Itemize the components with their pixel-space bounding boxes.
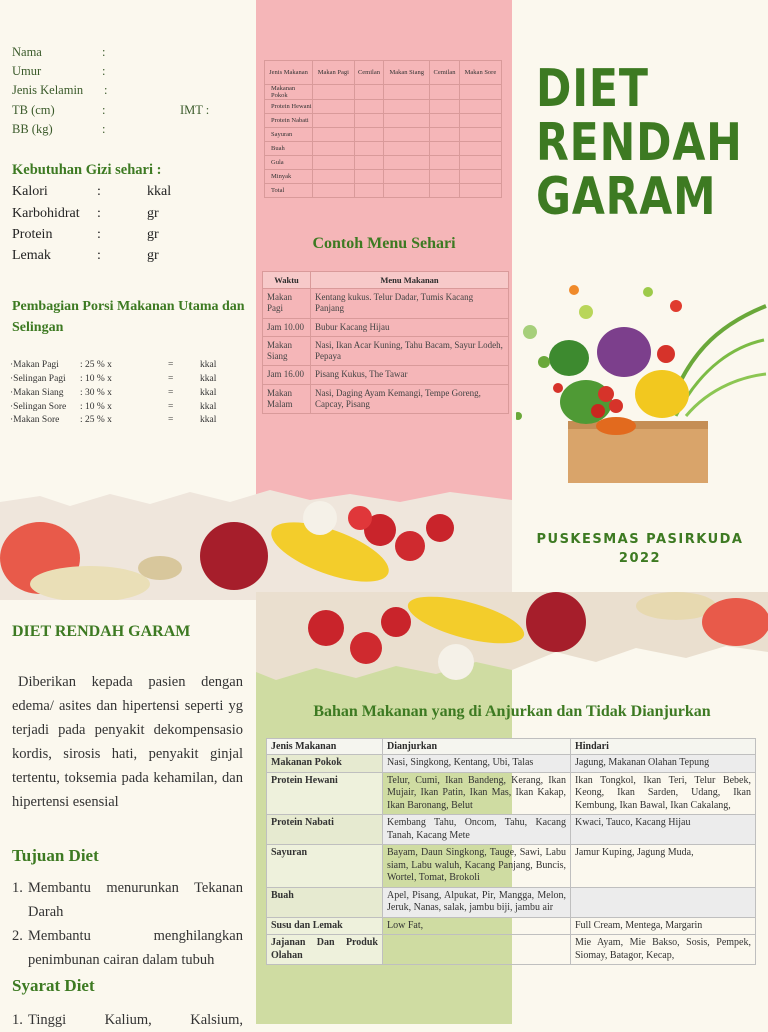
- column-header: Makan Sore: [459, 61, 501, 85]
- column-header: Cemilan: [430, 61, 460, 85]
- goal-title: Tujuan Diet: [12, 846, 99, 865]
- field-bb: BB (kg) :: [12, 122, 106, 136]
- table-row: Makanan Pokok Nasi, Singkong, Kentang, Ubi, Talas Jagung, Makanan Olahan Tepung: [267, 755, 756, 773]
- table-row: Sayuran Bayam, Daun Singkong, Tauge, Sawi, Labu siam, Labu waluh, Kacang Panjang, Buncis, Wortel, Tomat, Brokoli Jamur Kuping, Jagung Muda,: [267, 845, 756, 888]
- fruit-band-illustration: [256, 592, 768, 684]
- column-header: Menu Makanan: [311, 272, 509, 289]
- table-row: Jam 16.00 Pisang Kukus, The Tawar: [263, 366, 509, 384]
- imt-label: IMT :: [180, 103, 210, 117]
- table-row: Jajanan Dan Produk Olahan Mie Ayam, Mie Bakso, Sosis, Pempek, Siomay, Batagor, Kecap,: [267, 935, 756, 965]
- table-header-row: [267, 739, 756, 755]
- column-header: Cemilan: [354, 61, 384, 85]
- organization-block: [512, 532, 768, 566]
- menu-title: Contoh Menu Sehari: [312, 235, 456, 252]
- portion-title: Pembagian Porsi Makanan Utama dan Selingan: [12, 299, 245, 335]
- table-row: Minyak: [265, 170, 502, 184]
- table-row: Buah: [265, 142, 502, 156]
- fruit-band-illustration: [0, 488, 512, 600]
- patient-info-panel: Nama : Umur : Jenis Kelamin : TB (cm) : IMT : BB (kg) : Kebutuhan Gizi sehari : Kalori : kkal Karbohidrat : gr Protein : gr Lemak : gr Pembagian Porsi Makanan Utama dan Selingan ·Makan Pagi : 25 % x = kkal ·Selingan Pagi : 10 % x = kkal ·Makan Siang : 30 % x = kkal ·Selingan Sore : 10 % x = kkal ·Makan Sore : 25 % x = kkal: [0, 0, 256, 500]
- table-row: Total: [265, 184, 502, 198]
- daily-menu-table: [262, 271, 509, 414]
- column-header: Jenis Makanan: [265, 61, 313, 85]
- table-row: Makanan Pokok: [265, 85, 502, 100]
- nutrition-row-karbohidrat: Karbohidrat : gr: [12, 206, 159, 221]
- nutrition-row-lemak: Lemak : gr: [12, 248, 159, 263]
- column-header: Makan Pagi: [313, 61, 355, 85]
- field-umur: Umur :: [12, 64, 106, 78]
- list-item: 2. Membantu menghilangkan penimbunan cairan dalam tubuh: [12, 928, 243, 968]
- table-row: Protein Nabati: [265, 114, 502, 128]
- column-header: Hindari: [571, 739, 756, 755]
- cover-title: [536, 59, 768, 227]
- table-row: Protein Nabati Kembang Tahu, Oncom, Tahu, Kacang Tanah, Kacang Mete Kwaci, Tauco, Kacang Hijau: [267, 815, 756, 845]
- field-tb: TB (cm) : IMT :: [12, 103, 210, 117]
- nutrition-row-kalori: Kalori : kkal: [12, 184, 172, 199]
- list-item: 1. Membantu menurunkan Tekanan Darah: [12, 880, 243, 920]
- cover-title-line: DIET: [536, 59, 649, 119]
- cover-title-line: GARAM: [536, 167, 717, 227]
- food-table-title: Bahan Makanan yang di Anjurkan dan Tidak Dianjurkan: [313, 703, 711, 720]
- table-row: Makan Pagi Kentang kukus. Telur Dadar, Tumis Kacang Panjang: [263, 289, 509, 319]
- cover-title-line: RENDAH: [536, 113, 743, 173]
- food-recommendation-table: [266, 738, 756, 965]
- meal-plan-table: [264, 60, 502, 198]
- table-header-row: [265, 61, 502, 85]
- table-row: Sayuran: [265, 128, 502, 142]
- organization-name: PUSKESMAS PASIRKUDA: [536, 532, 744, 547]
- table-row: Makan Siang Nasi, Ikan Acar Kuning, Tahu Bacam, Sayur Lodeh, Pepaya: [263, 336, 509, 366]
- table-row: Buah Apel, Pisang, Alpukat, Pir, Mangga, Melon, Jeruk, Nanas, salak, jambu biji, jambu air: [267, 887, 756, 917]
- column-header: Makan Siang: [384, 61, 430, 85]
- table-row: Jam 10.00 Bubur Kacang Hijau: [263, 318, 509, 336]
- column-header: Waktu: [263, 272, 311, 289]
- column-header: Dianjurkan: [383, 739, 571, 755]
- vegetable-bag-illustration: [516, 266, 768, 488]
- requirement-title: Syarat Diet: [12, 976, 95, 995]
- table-row: Susu dan Lemak Low Fat, Full Cream, Mentega, Margarin: [267, 917, 756, 935]
- table-row: Protein Hewani: [265, 100, 502, 114]
- nutrition-row-protein: Protein : gr: [12, 227, 159, 242]
- list-item: 1. Tinggi Kalium, Kalsium,: [12, 1012, 243, 1028]
- field-jenis-kelamin: Jenis Kelamin :: [12, 83, 108, 97]
- organization-year: 2022: [618, 551, 662, 566]
- table-row: Protein Hewani Telur, Cumi, Ikan Bandeng, Kerang, Ikan Mujair, Ikan Patin, Ikan Mas, Ikan Kakap, Ikan Baronang, Belut Ikan Tongkol, Ikan Teri, Telur Bebek, Keong, Ikan Sarden, Udang, Ikan Kembung, Ikan Bawal, Ikan Cakalang,: [267, 772, 756, 815]
- table-row: Gula: [265, 156, 502, 170]
- intro-paragraph: Diberikan kepada pasien dengan edema/ asites dan hipertensi seperti yg terjadi pada penyakit dekompensasio kordis, sirosis hati, penyakit ginjal tertentu, toksemia pada kehamilan, dan hipertensi esensial: [12, 674, 243, 810]
- intro-title: DIET RENDAH GARAM: [12, 623, 191, 640]
- column-header: Jenis Makanan: [267, 739, 383, 755]
- table-header-row: [263, 272, 509, 289]
- goal-list: [12, 876, 243, 972]
- nutrition-title: Kebutuhan Gizi sehari :: [12, 162, 162, 178]
- table-row: Makan Malam Nasi, Daging Ayam Kemangi, Tempe Goreng, Capcay, Pisang: [263, 384, 509, 414]
- field-nama: Nama :: [12, 45, 106, 59]
